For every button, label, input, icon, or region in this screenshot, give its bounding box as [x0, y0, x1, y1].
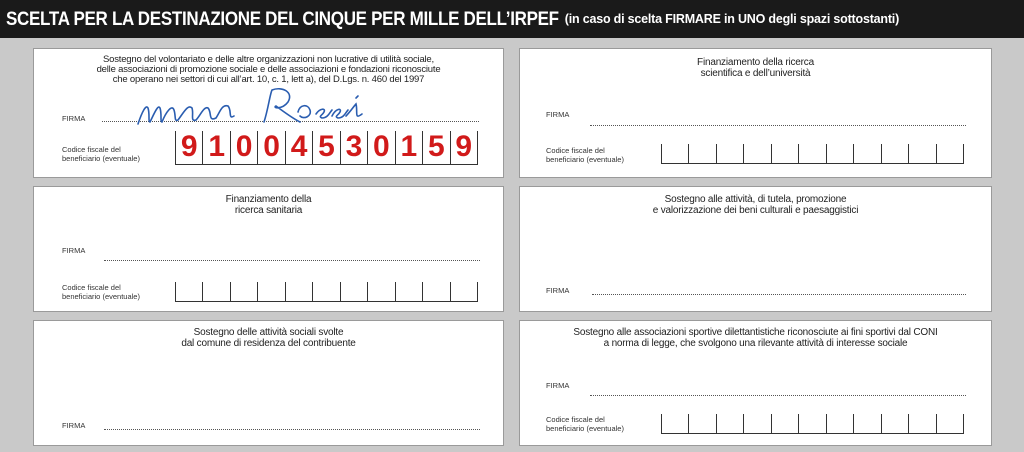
box-attivita-sociali-comune	[33, 320, 504, 446]
cf-digit[interactable]: 4	[285, 131, 312, 165]
cf-cell[interactable]	[936, 144, 964, 164]
box-title	[520, 194, 991, 216]
cf-cell[interactable]	[853, 414, 880, 434]
cf-cell[interactable]	[230, 282, 257, 302]
header-note: (in caso di scelta FIRMARE in UNO degli spazi sottostanti)	[564, 12, 900, 26]
codice-fiscale-label	[546, 416, 624, 433]
cf-cell[interactable]	[422, 282, 449, 302]
firma-signature-line[interactable]	[104, 429, 480, 430]
title-line: Sostegno del volontariato e delle altre organizzazioni non lucrative di utilità sociale,	[103, 54, 434, 65]
cf-cell[interactable]	[285, 282, 312, 302]
cf-digit[interactable]: 9	[450, 131, 478, 165]
cf-label-line: beneficiario (eventuale)	[62, 291, 140, 301]
box-title	[34, 327, 503, 349]
cf-cell[interactable]	[798, 144, 825, 164]
cf-cell[interactable]	[908, 414, 935, 434]
firma-label: FIRMA	[546, 110, 570, 119]
box-beni-culturali	[519, 186, 992, 312]
box-title	[34, 194, 503, 216]
cf-cell[interactable]	[202, 282, 229, 302]
cf-label-line: Codice fiscale del	[62, 283, 121, 292]
cf-cell[interactable]	[853, 144, 880, 164]
cf-cell[interactable]	[743, 144, 770, 164]
box-title	[34, 55, 503, 85]
cf-digit[interactable]: 0	[257, 131, 284, 165]
cf-cell[interactable]	[312, 282, 339, 302]
firma-label: FIRMA	[546, 286, 570, 295]
cf-digit[interactable]: 0	[230, 131, 257, 165]
title-line: dal comune di residenza del contribuente	[181, 338, 356, 349]
title-line: a norma di legge, che svolgono una rilevante attività di interesse sociale	[603, 338, 908, 349]
title-line: Sostegno delle attività sociali svolte	[193, 327, 344, 338]
cf-cell[interactable]	[175, 282, 202, 302]
cf-cell[interactable]	[771, 414, 798, 434]
title-line: ricerca sanitaria	[234, 205, 303, 216]
cf-cell[interactable]	[881, 144, 908, 164]
cf-cell[interactable]	[881, 414, 908, 434]
cf-cell[interactable]	[340, 282, 367, 302]
cf-digit[interactable]: 1	[202, 131, 229, 165]
cf-cell[interactable]	[257, 282, 284, 302]
codice-fiscale-label	[546, 147, 624, 164]
title-line: Finanziamento della	[225, 194, 312, 205]
codice-fiscale-boxes[interactable]	[175, 282, 478, 302]
cf-cell[interactable]	[908, 144, 935, 164]
cf-digit[interactable]: 5	[312, 131, 339, 165]
cf-cell[interactable]	[716, 144, 743, 164]
cf-label-line: Codice fiscale del	[546, 415, 605, 424]
firma-label: FIRMA	[62, 421, 86, 430]
cf-cell[interactable]	[661, 144, 688, 164]
box-ricerca-sanitaria	[33, 186, 504, 312]
box-title	[520, 57, 991, 79]
cf-cell[interactable]	[826, 414, 853, 434]
codice-fiscale-boxes[interactable]	[661, 414, 964, 434]
cf-cell[interactable]	[395, 282, 422, 302]
firma-signature-line[interactable]	[104, 260, 480, 261]
firma-signature-line[interactable]	[590, 125, 966, 126]
box-ricerca-scientifica	[519, 48, 992, 178]
box-title	[520, 327, 991, 349]
cf-digit[interactable]: 0	[367, 131, 394, 165]
header-title: SCELTA PER LA DESTINAZIONE DEL CINQUE PER MILLE DELL’IRPEF	[6, 7, 559, 30]
title-line: Sostegno alle associazioni sportive dilettantistiche riconosciute ai fini sportivi dal CONI	[573, 327, 938, 338]
cf-digit[interactable]: 9	[175, 131, 202, 165]
cf-cell[interactable]	[367, 282, 394, 302]
cf-cell[interactable]	[688, 414, 715, 434]
cf-label-line: Codice fiscale del	[62, 145, 121, 154]
cf-cell[interactable]	[716, 414, 743, 434]
title-line: Finanziamento della ricerca	[697, 57, 814, 68]
title-line: che operano nei settori di cui all’art. 10, c. 1, lett a), del D.Lgs. n. 460 del 1997	[112, 74, 425, 85]
firma-label: FIRMA	[62, 246, 86, 255]
firma-label: FIRMA	[546, 381, 570, 390]
cf-cell[interactable]	[688, 144, 715, 164]
cf-label-line: Codice fiscale del	[546, 146, 605, 155]
title-line: Sostegno alle attività, di tutela, promozione	[664, 194, 847, 205]
box-volontariato	[33, 48, 504, 178]
cf-digit[interactable]: 1	[395, 131, 422, 165]
form-header	[0, 0, 1024, 38]
codice-fiscale-boxes[interactable]	[175, 131, 478, 165]
box-associazioni-sportive	[519, 320, 992, 446]
codice-fiscale-label	[62, 146, 140, 163]
cf-cell[interactable]	[936, 414, 964, 434]
cf-cell[interactable]	[826, 144, 853, 164]
firma-signature-line[interactable]	[592, 294, 966, 295]
title-line: e valorizzazione dei beni culturali e paesaggistici	[652, 205, 859, 216]
cf-cell[interactable]	[661, 414, 688, 434]
cf-cell[interactable]	[771, 144, 798, 164]
codice-fiscale-boxes[interactable]	[661, 144, 964, 164]
cf-cell[interactable]	[798, 414, 825, 434]
title-line: delle associazioni di promozione sociale e delle associazioni e fondazioni riconosciute	[96, 64, 441, 75]
cf-cell[interactable]	[743, 414, 770, 434]
codice-fiscale-label	[62, 284, 140, 301]
cf-digit[interactable]: 5	[422, 131, 449, 165]
cf-digit[interactable]: 3	[340, 131, 367, 165]
firma-label: FIRMA	[62, 114, 86, 123]
title-line: scientifica e dell’università	[700, 68, 811, 79]
cf-label-line: beneficiario (eventuale)	[546, 423, 624, 433]
signature-handwriting	[132, 82, 392, 134]
cf-label-line: beneficiario (eventuale)	[546, 154, 624, 164]
cf-label-line: beneficiario (eventuale)	[62, 153, 140, 163]
cf-cell[interactable]	[450, 282, 478, 302]
firma-signature-line[interactable]	[590, 395, 966, 396]
